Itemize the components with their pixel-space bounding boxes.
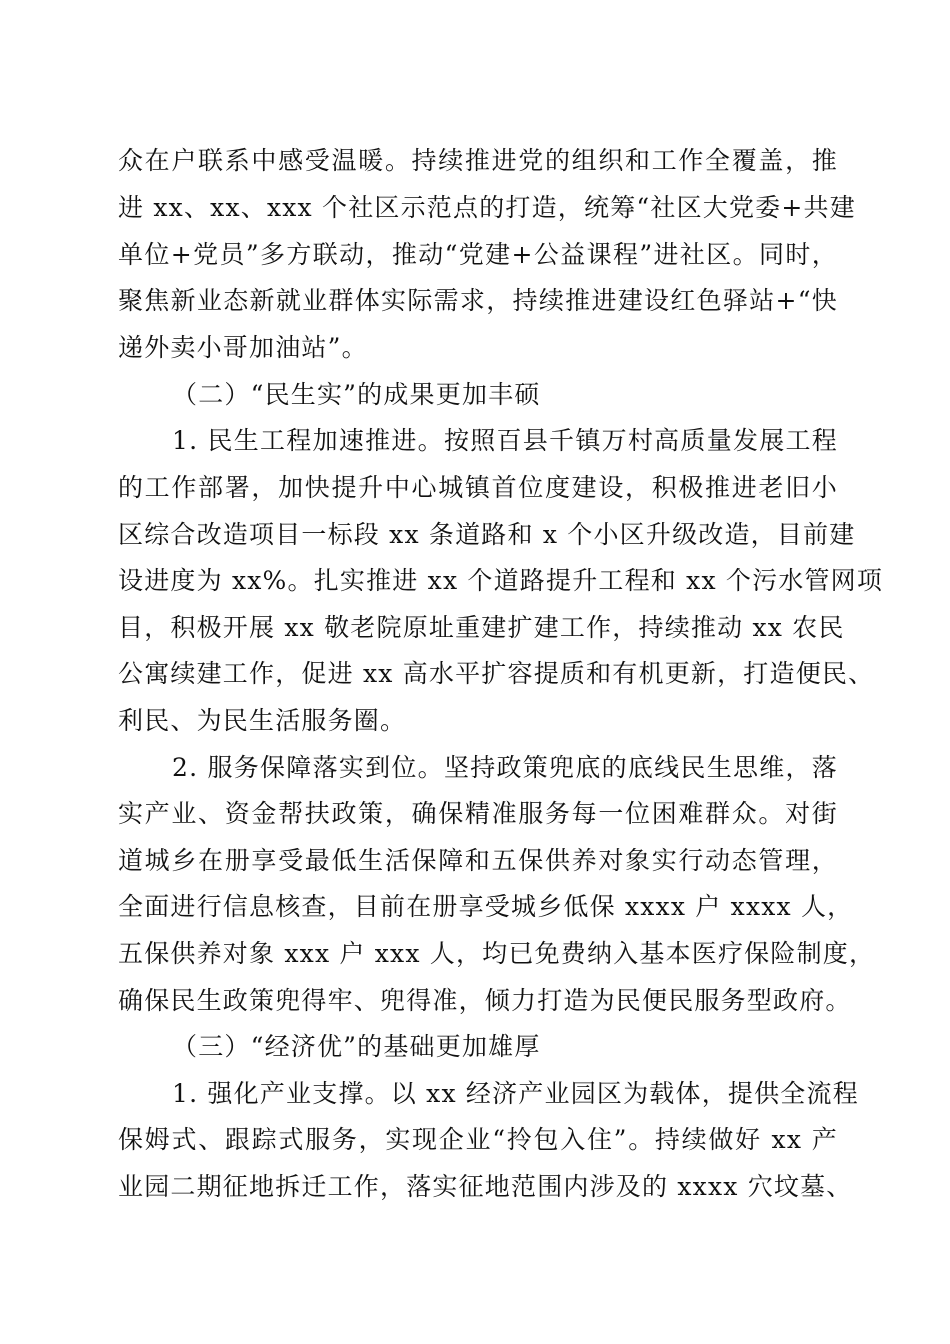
paragraph-line: 递外卖小哥加油站”。 [118,333,368,362]
paragraph-line: 公寓续建工作，促进 xx 高水平扩容提质和有机更新，打造便民、 [118,659,875,688]
paragraph-line: 保姆式、跟踪式服务，实现企业“拎包入住”。持续做好 xx 产 [118,1125,838,1154]
section-heading: （二）“民生实”的成果更加丰硕 [172,380,541,409]
paragraph-line: 设进度为 xx%。扎实推进 xx 个道路提升工程和 xx 个污水管网项 [118,566,884,595]
paragraph-line: 进 xx、xx、xxx 个社区示范点的打造，统筹“社区大党委+共建 [118,193,856,222]
paragraph-line: 区综合改造项目一标段 xx 条道路和 x 个小区升级改造，目前建 [118,520,856,549]
paragraph-line: 实产业、资金帮扶政策，确保精准服务每一位困难群众。对街 [118,799,838,828]
paragraph-line: 的工作部署，加快提升中心城镇首位度建设，积极推进老旧小 [118,473,838,502]
paragraph-line: 五保供养对象 xxx 户 xxx 人，均已免费纳入基本医疗保险制度， [118,939,876,968]
paragraph-line: 道城乡在册享受最低生活保障和五保供养对象实行动态管理， [118,846,838,875]
paragraph-line: 业园二期征地拆迁工作，落实征地范围内涉及的 xxxx 穴坟墓、 [118,1172,853,1201]
paragraph-line: 众在户联系中感受温暖。持续推进党的组织和工作全覆盖，推 [118,146,838,175]
paragraph-line: 目，积极开展 xx 敬老院原址重建扩建工作，持续推动 xx 农民 [118,613,845,642]
paragraph-line: 聚焦新业态新就业群体实际需求，持续推进建设红色驿站+“快 [118,286,838,315]
paragraph-line: 1. 强化产业支撑。以 xx 经济产业园区为载体，提供全流程 [172,1079,859,1108]
paragraph-line: 单位+党员”多方联动，推动“党建+公益课程”进社区。同时， [118,240,838,269]
paragraph-line: 利民、为民生活服务圈。 [118,706,407,735]
paragraph-line: 2. 服务保障落实到位。坚持政策兜底的底线民生思维，落 [172,753,838,782]
paragraph-line: 1. 民生工程加速推进。按照百县千镇万村高质量发展工程 [172,426,838,455]
paragraph-line: 确保民生政策兜得牢、兜得准，倾力打造为民便民服务型政府。 [118,986,852,1015]
section-heading: （三）“经济优”的基础更加雄厚 [172,1032,541,1061]
paragraph-line: 全面进行信息核查，目前在册享受城乡低保 xxxx 户 xxxx 人， [118,892,854,921]
